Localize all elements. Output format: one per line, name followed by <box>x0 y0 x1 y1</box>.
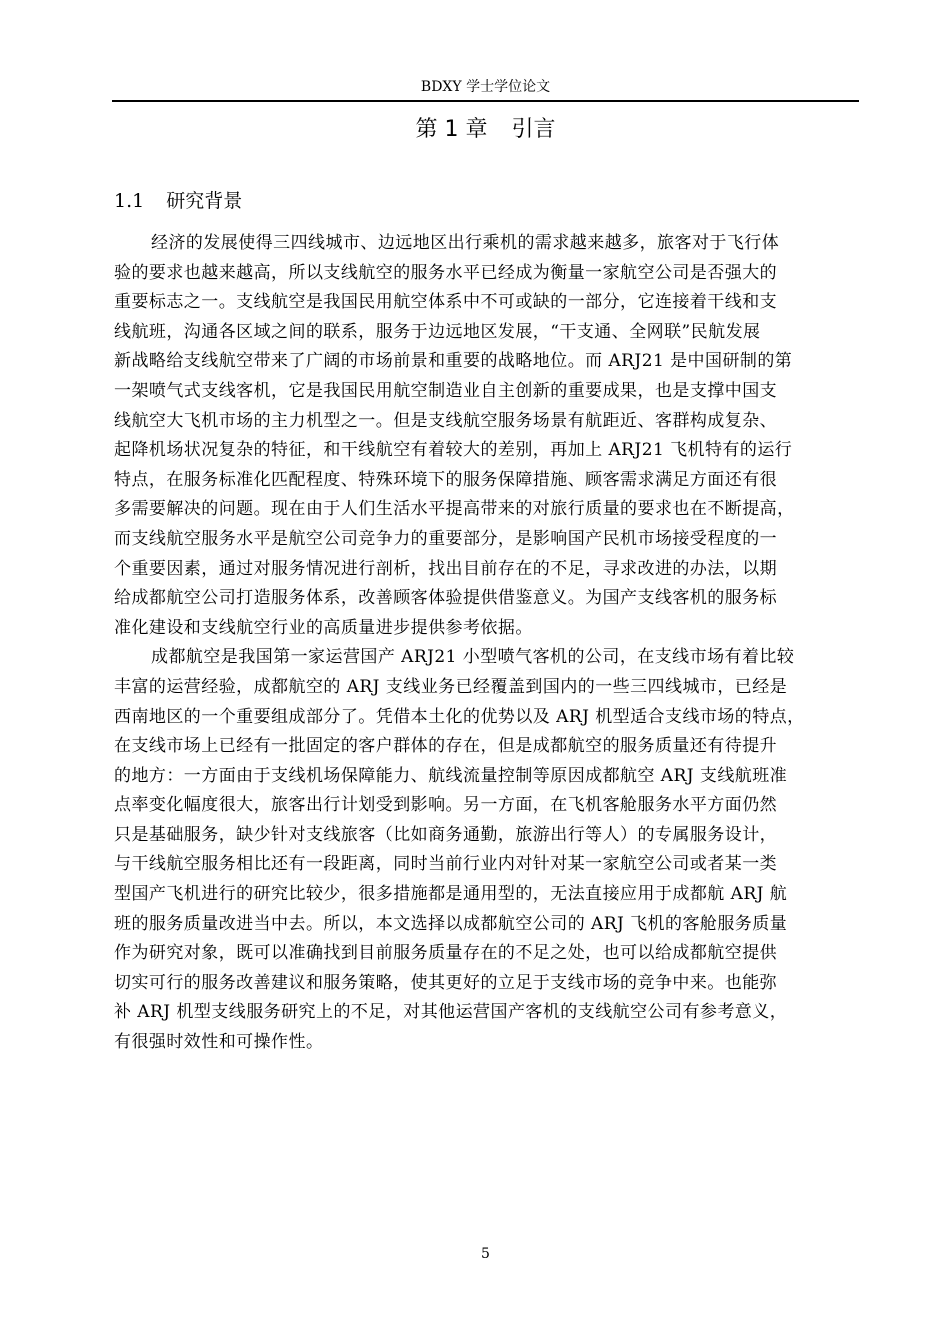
text-line: 西南地区的一个重要组成部分了。凭借本土化的优势以及 ARJ 机型适合支线市场的特点， <box>114 706 805 727</box>
text-line: 重要标志之一。支线航空是我国民用航空体系中不可或缺的一部分，它连接着干线和支 <box>114 292 778 313</box>
body-text <box>114 229 860 1058</box>
text-line: 个重要因素，通过对服务情况进行剖析，找出目前存在的不足，寻求改进的办法，以期 <box>114 558 778 579</box>
page-number: 5 <box>481 1246 490 1262</box>
text-line: 多需要解决的问题。现在由于人们生活水平提高带来的对旅行质量的要求也在不断提高， <box>114 499 795 520</box>
section-heading <box>114 186 242 216</box>
text-line: 只是基础服务，缺少针对支线旅客（比如商务通勤，旅游出行等人）的专属服务设计， <box>114 824 778 845</box>
text-line: 切实可行的服务改善建议和服务策略，使其更好的立足于支线市场的竞争中来。也能弥 <box>114 972 778 993</box>
text-line: 作为研究对象，既可以准确找到目前服务质量存在的不足之处，也可以给成都航空提供 <box>114 943 778 964</box>
chapter-name: 引言 <box>511 117 556 142</box>
text-line: 型国产飞机进行的研究比较少，很多措施都是通用型的，无法直接应用于成都航 ARJ 航 <box>114 884 788 905</box>
text-line: 给成都航空公司打造服务体系，改善顾客体验提供借鉴意义。为国产支线客机的服务标 <box>114 588 778 609</box>
text-line: 线航空大飞机市场的主力机型之一。但是支线航空服务场景有航距近、客群构成复杂、 <box>114 410 778 431</box>
text-line: 特点，在服务标准化匹配程度、特殊环境下的服务保障措施、顾客需求满足方面还有很 <box>114 469 778 490</box>
paragraph-2 <box>114 643 860 1057</box>
text-line: 补 ARJ 机型支线服务研究上的不足，对其他运营国产客机的支线航空公司有参考意义， <box>114 1002 788 1023</box>
text-line: 丰富的运营经验，成都航空的 ARJ 支线业务已经覆盖到国内的一些三四线城市，已经是 <box>114 676 788 697</box>
chapter-title <box>112 114 859 146</box>
text-line: 成都航空是我国第一家运营国产 ARJ21 小型喷气客机的公司，在支线市场有着比较 <box>151 647 795 668</box>
chapter-number: 第 1 章 <box>415 117 488 142</box>
header-rule <box>112 100 859 102</box>
text-line: 准化建设和支线航空行业的高质量进步提供参考依据。 <box>114 617 533 638</box>
text-line: 而支线航空服务水平是航空公司竞争力的重要部分，是影响国产民机市场接受程度的一 <box>114 528 778 549</box>
text-line: 验的要求也越来越高，所以支线航空的服务水平已经成为衡量一家航空公司是否强大的 <box>114 262 778 283</box>
paragraph-1 <box>114 229 860 643</box>
text-line: 点率变化幅度很大，旅客出行计划受到影响。另一方面，在飞机客舱服务水平方面仍然 <box>114 795 778 816</box>
text-line: 的地方：一方面由于支线机场保障能力、航线流量控制等原因成都航空 ARJ 支线航班准 <box>114 765 788 786</box>
section-number: 1.1 <box>114 190 145 212</box>
text-line: 有很强时效性和可操作性。 <box>114 1032 324 1053</box>
section-title: 研究背景 <box>166 190 243 212</box>
running-header: BDXY 学士学位论文 <box>420 79 551 95</box>
text-line: 与干线航空服务相比还有一段距离，同时当前行业内对针对某一家航空公司或者某一类 <box>114 854 778 875</box>
text-line: 经济的发展使得三四线城市、边远地区出行乘机的需求越来越多，旅客对于飞行体 <box>151 233 780 253</box>
text-line: 班的服务质量改进当中去。所以，本文选择以成都航空公司的 ARJ 飞机的客舱服务质量 <box>114 913 788 934</box>
text-line: 一架喷气式支线客机，它是我国民用航空制造业自主创新的重要成果，也是支撑中国支 <box>114 380 778 401</box>
text-line: 在支线市场上已经有一批固定的客户群体的存在，但是成都航空的服务质量还有待提升 <box>114 736 778 757</box>
text-line: 线航班，沟通各区域之间的联系，服务于边远地区发展，“干支通、全网联”民航发展 <box>114 321 761 342</box>
text-line: 新战略给支线航空带来了广阔的市场前景和重要的战略地位。而 ARJ21 是中国研制的第 <box>114 351 793 372</box>
text-line: 起降机场状况复杂的特征，和干线航空有着较大的差别，再加上 ARJ21 飞机特有的运行 <box>114 440 793 461</box>
